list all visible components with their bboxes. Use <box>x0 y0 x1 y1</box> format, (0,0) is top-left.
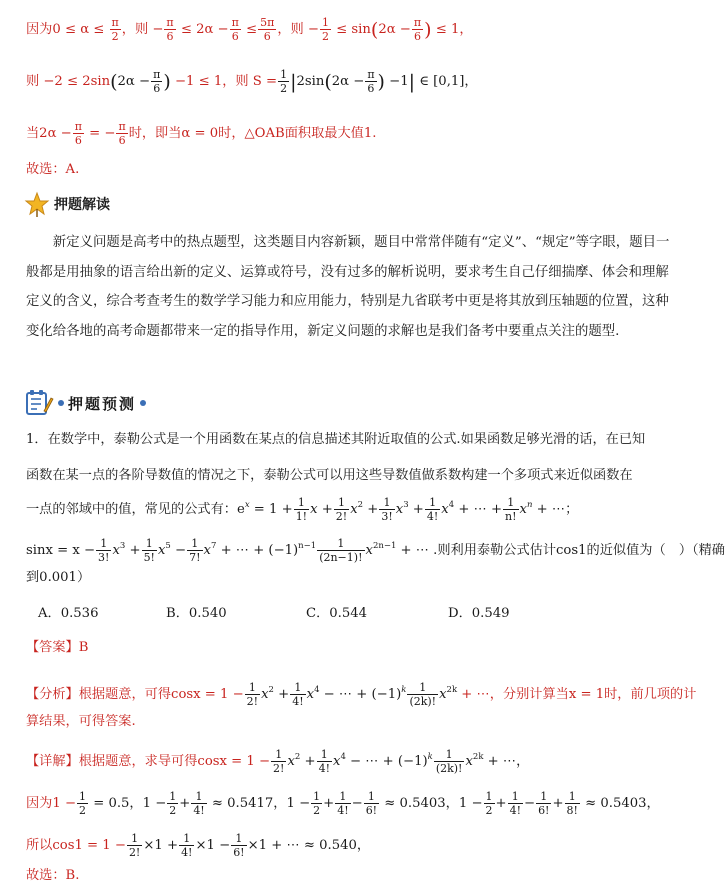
interpretation-paragraph: 新定义问题是高考中的热点题型，这类题目内容新颖，题目中常常伴随有“定义”、“规定”等字眼，题目一般都是用抽象的语言给出新的定义、运算或符号，没有过多的解析说明，要求考生自己仔细揣摩、体会和理解定义的含义，综合考查考生的数学学习能力和应用能力，特别是九省联考中更是将其放到压轴题的位置，这种变化给各地的高考命题都带来一定的指导作用，新定义问题的求解也是我们备考中要重点关注的题型. <box>26 235 670 339</box>
option-b: B．0.540 <box>166 606 227 621</box>
detail-line-2: 因为1 − $\frac{1}{2}$ = 0.5，1 − $\frac{1}{2}$ + $\frac{1}{4!}$ ≈ 0.5417，1 − $\frac{1}{2}$ + $\frac{1}{4!}$ − $\frac{1}{6!}$ ≈ 0.5403，1 − $\frac{1}{2}$ + $\frac{1}{4!}$ − $\frac{1}{6!}$ + $\frac{1}{8!}$ ≈ 0.5403， <box>26 790 660 817</box>
solution-choice: 故选：A. <box>26 162 80 177</box>
section-title: 押题解读 <box>54 197 110 213</box>
section-header-interpretation <box>24 190 110 218</box>
question-line-5: 到0.001） <box>26 570 91 585</box>
solution-line-1: 因为0 ≤ α ≤ $\frac{\pi}{2}$ ，则 − $\frac{\pi}{6}$ ≤ 2α − $\frac{\pi}{6}$ ≤ $\frac{5\pi}{6}$ ，则 − $\frac{1}{2}$ ≤ sin(2α − $\frac{\pi}{6}$ ) ≤ 1， <box>26 16 473 43</box>
option-d: D．0.549 <box>448 606 510 621</box>
question-line-3: 一点的邻域中的值，常见的公式有：$e^x = 1$ + $\frac{1}{1!}$ x + $\frac{1}{2!}$ $x^2$ + $\frac{1}{3!}$ $x^3$ + $\frac{1}{4!}$ $x^4$ + ⋯ + $\frac{1}{n!}$ $x^n$ + ⋯； <box>26 496 579 523</box>
answer-line: 【答案】B <box>26 640 89 655</box>
solution-line-3: 当2α − $\frac{\pi}{6}$ = − $\frac{\pi}{6}$ 时，即当α = 0时，△OAB面积取最大值1. <box>26 120 377 147</box>
option-a: A．0.536 <box>38 606 99 621</box>
question-line-1: 1．在数学中，泰勒公式是一个用函数在某点的信息描述其附近取值的公式.如果函数足够光滑的话，在已知 <box>26 432 646 447</box>
fraction: $\frac{\pi}{2}$ <box>111 16 119 43</box>
detail-line-1: 【详解】根据题意，求导可得cosx = 1 − $\frac{1}{2!}$ $x^2$ + $\frac{1}{4!}$ $x^4$ − ⋯ + $(-1)^k$ $\frac{1}{(2k)!}$ $x^{2k}$ + ⋯， <box>26 748 530 775</box>
option-c: C．0.544 <box>306 606 368 621</box>
analysis-line-2: 算结果，可得答案. <box>26 714 136 729</box>
notepad-pencil-icon <box>24 389 54 417</box>
detail-line-3: 所以cos1 = 1 − $\frac{1}{2!}$ ×1 + $\frac{1}{4!}$ ×1 − $\frac{1}{6!}$ ×1 + ⋯ ≈ 0.540， <box>26 832 371 859</box>
section-title: 押题预测 <box>68 394 137 413</box>
detail-choice: 故选：B. <box>26 868 80 883</box>
star-pin-icon <box>24 191 50 217</box>
solution-line-2: 则 −2 ≤ 2sin(2α − $\frac{\pi}{6}$ ) −1 ≤ 1，则 S = $\frac{1}{2}$ |2sin(2α − $\frac{\pi}{6}$ ) −1| ∈ [0,1]， <box>26 68 478 95</box>
question-line-4: sinx = x − $\frac{1}{3!}$ $x^3$ + $\frac{1}{5!}$ $x^5$ − $\frac{1}{7!}$ $x^7$ + ⋯ + $(-1)^{n-1}$ $\frac{1}{(2n-1)!}$ $x^{2n-1}$ + ⋯ .则利用泰勒公式估计cos1的近似值为（ ）（精确 <box>26 537 725 564</box>
section-header-prediction <box>24 388 146 418</box>
question-line-2: 函数在某一点的各阶导数值的情况之下，泰勒公式可以用这些导数值做系数构建一个多项式来近似函数在 <box>26 468 633 483</box>
analysis-line-1: 【分析】根据题意，可得cosx = 1 − $\frac{1}{2!}$ $x^2$ + $\frac{1}{4!}$ $x^4$ − ⋯ + $(-1)^k$ $\frac{1}{(2k)!}$ $x^{2k}$ + ⋯，分别计算当x = 1时，前几项的计 <box>26 681 697 708</box>
